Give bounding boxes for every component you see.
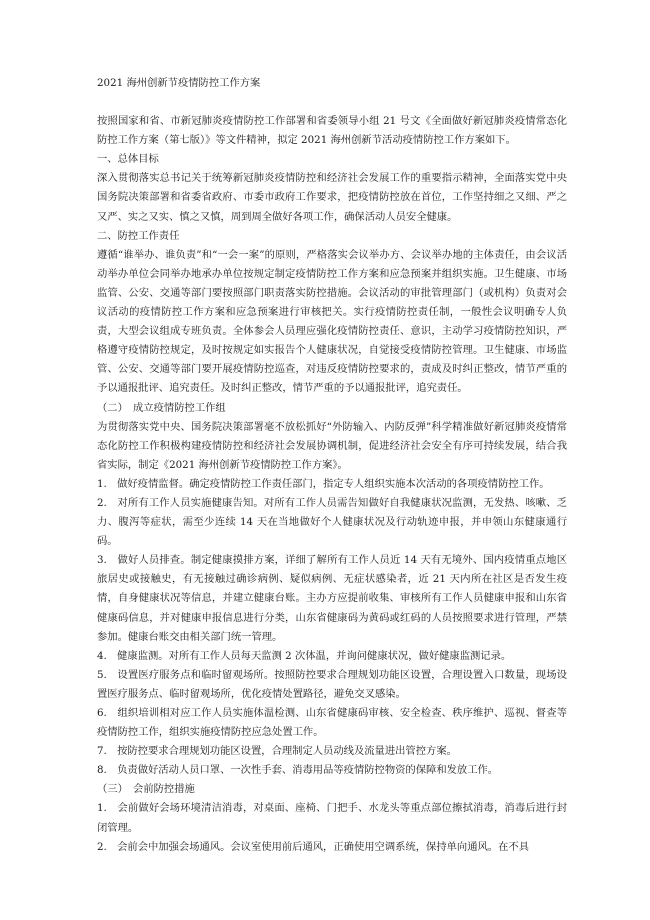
section-heading-pre-meeting: （三） 会前防控措施 xyxy=(97,783,195,796)
list-item: 3. 做好人员排查。制定健康摸排方案，详细了解所有工作人员近 14 天有无境外、国内疫情重点地区旅居史或接触史，有无接触过确诊病例、疑似病例、无症状感染者，近 21 天内所在社区是否发生疫情，自身健康状况等信息，并建立健康台账。主办方应提前收集、审核所有工作人员健康申报和山东省健康码信息，并对健康申报信息进行分类，山东省健康码为黄码或红码的人员按照要求进行管理，严禁参加。健康台账交由相关部门统一管理。 xyxy=(97,554,567,643)
list-item: 8. 负责做好活动人员口罩、一次性手套、消毒用品等疫情防控物资的保障和发放工作。 xyxy=(97,764,499,777)
section-paragraph-overall-goal: 深入贯彻落实总书记关于统筹新冠肺炎疫情防控和经济社会发展工作的重要指示精神，全面落实党中央国务院决策部署和省委省政府、市委市政府工作要求，把疫情防控放在首位，工作坚持细之又细、严之又严、实之又实、慎之又慎，周到周全做好各项工作，确保活动人员安全健康。 xyxy=(97,172,567,223)
list-item: 4. 健康监测。对所有工作人员每天监测 2 次体温，并询问健康状况，做好健康监测记录。 xyxy=(97,649,512,662)
list-item: 6. 组织培训相对应工作人员实施体温检测、山东省健康码审核、安全检查、秩序维护、巡视、督查等疫情防控工作，组织实施疫情防控应急处置工作。 xyxy=(97,707,567,739)
section-heading-overall-goal: 一、总体目标 xyxy=(97,153,159,166)
section-heading-working-group: （二） 成立疫情防控工作组 xyxy=(97,401,226,414)
document-title: 2021 海州创新节疫情防控工作方案 xyxy=(97,77,261,89)
section-paragraph-working-group: 为贯彻落实党中央、国务院决策部署毫不放松抓好“外防输入、内防反弹”科学精准做好新冠肺炎疫情常态化防控工作积极构建疫情防控和经济社会发展协调机制，促进经济社会安全有序可持续发展，结合我省实际，制定《2021 海州创新节疫情防控工作方案》。 xyxy=(97,420,567,471)
list-item: 7. 按防控要求合理规划功能区设置，合理制定人员动线及流量进出管控方案。 xyxy=(97,745,457,758)
list-item: 1. 做好疫情监督。确定疫情防控工作责任部门，指定专人组织实施本次活动的各项疫情防控工作。 xyxy=(97,477,550,490)
document-body xyxy=(97,74,567,857)
intro-paragraph: 按照国家和省、市新冠肺炎疫情防控工作部署和省委领导小组 21 号文《全面做好新冠肺炎疫情常态化防控工作方案（第七版）》等文件精神，拟定 2021 海州创新节活动疫情防控工作方案如下。 xyxy=(97,115,567,147)
list-item: 2. 会前会中加强会场通风。会议室使用前后通风，正确使用空调系统，保持单向通风。在不具 xyxy=(97,840,529,853)
section-heading-responsibility: 二、防控工作责任 xyxy=(97,229,180,242)
list-item: 2. 对所有工作人员实施健康告知。对所有工作人员需告知做好自我健康状况监测，无发热、咳嗽、乏力、腹泻等症状，需至少连续 14 天在当地做好个人健康状况及行动轨迹申报，并申领山东健康通行码。 xyxy=(97,496,567,548)
list-item: 5. 设置医疗服务点和临时留观场所。按照防控要求合理规划功能区设置，合理设置入口数量，现场设置医疗服务点、临时留观场所，优化疫情处置路径，避免交叉感染。 xyxy=(97,668,567,700)
section-paragraph-responsibility: 遵循“谁举办、谁负责”和“一会一案”的原则，严格落实会议举办方、会议举办地的主体责任，由会议活动举办单位会同举办地承办单位按规定制定疫情防控工作方案和应急预案并组织实施。卫生健康、市场监管、公安、交通等部门要按照部门职责落实防控措施。会议活动的审批管理部门（或机构）负责对会议活动的疫情防控工作方案和应急预案进行审核把关。实行疫情防控责任制，一般性会议明确专人负责，大型会议组成专班负责。全体参会人员理应强化疫情防控责任、意识，主动学习疫情防控知识，严格遵守疫情防控规定，及时按规定如实报告个人健康状况，自觉接受疫情防控管理。卫生健康、市场监管、公安、交通等部门要开展疫情防控巡查，对违反疫情防控要求的，责成及时纠正整改，情节严重的予以通报批评、追究责任。及时纠正整改，情节严重的予以通报批评，追究责任。 xyxy=(97,248,567,395)
list-item: 1. 会前做好会场环境清洁消毒，对桌面、座椅、门把手、水龙头等重点部位擦拭消毒，消毒后进行封闭管理。 xyxy=(97,802,567,834)
